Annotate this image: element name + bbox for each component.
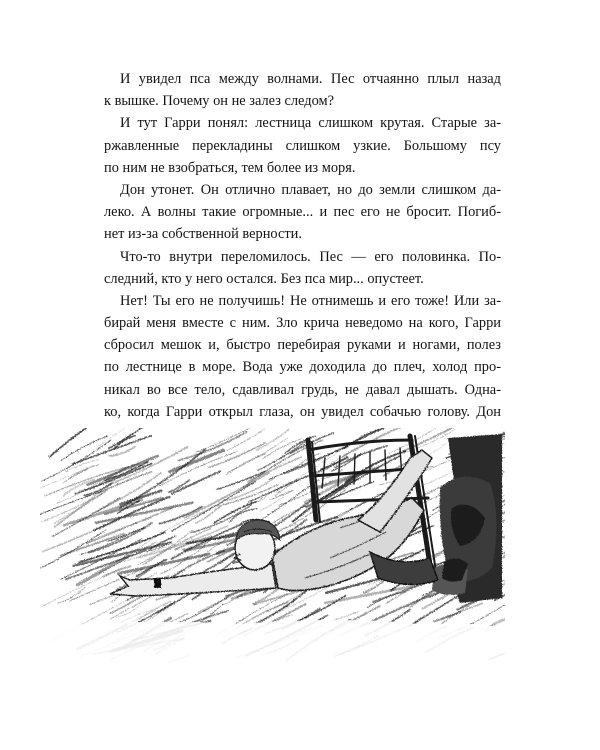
text-line: Что-то внутри переломилось. Пес — его половинка. По- [120, 248, 501, 265]
text-line: ко, когда Гарри открыл глаза, он увидел собачью голову. Дон [104, 403, 501, 420]
wave-stroke [108, 528, 144, 541]
wave-stroke [217, 485, 278, 507]
wave-stroke [172, 471, 221, 494]
wave-stroke [275, 478, 302, 496]
text-line: И тут Гарри понял: лестница слишком крутая. Старые за- [120, 115, 501, 132]
wave-stroke [216, 471, 265, 489]
wave-stroke [226, 454, 265, 475]
foam [40, 620, 505, 670]
wave-stroke [257, 430, 289, 450]
text-line: к вышке. Почему он не залез следом? [104, 93, 334, 110]
text-line: по лестнице в море. Вода уже доходила до плеч, холод про- [104, 359, 501, 376]
body-text [104, 68, 501, 423]
wave-stroke [194, 428, 282, 453]
wave-stroke [57, 587, 85, 603]
text-line: следний, кто у него остался. Без пса мир... опустеет. [104, 270, 424, 287]
text-line: Дон утонет. Он отлично плавает, но до земли слишком да- [120, 181, 501, 198]
text-line: никал во все тело, сдавливал грудь, не давал дышать. Одна- [104, 381, 501, 398]
wave-stroke [61, 436, 107, 460]
wave-stroke [442, 603, 482, 619]
wave-stroke [73, 436, 152, 464]
text-line: И увидел пса между волнами. Пес отчаянно плыл назад [120, 71, 501, 87]
text-line: ржавленные перекладины слишком узкие. Большому псу [104, 137, 501, 154]
sketch-illustration [40, 428, 505, 670]
wave-stroke [343, 428, 397, 449]
text-line: Нет! Ты его не получишь! Не отнимешь и его тоже! Или за- [120, 292, 501, 309]
wave-stroke [54, 493, 98, 524]
text-line: по ним не взобраться, тем более из моря. [104, 159, 356, 176]
text-line: бирай меня вместе с ним. Зло крича неведомо на кого, Гарри [104, 315, 501, 332]
text-line: нет из-за собственной верности. [104, 226, 302, 243]
wave-stroke [88, 456, 158, 485]
text-line: сбросил мешок и, быстро перебирая руками и ногами, полез [104, 337, 501, 354]
wave-stroke [93, 428, 165, 451]
wave-stroke [109, 447, 135, 456]
text-line: леко. А волны такие огромные... и пес его не бросит. Погиб- [104, 204, 501, 221]
wave-stroke [185, 473, 269, 518]
